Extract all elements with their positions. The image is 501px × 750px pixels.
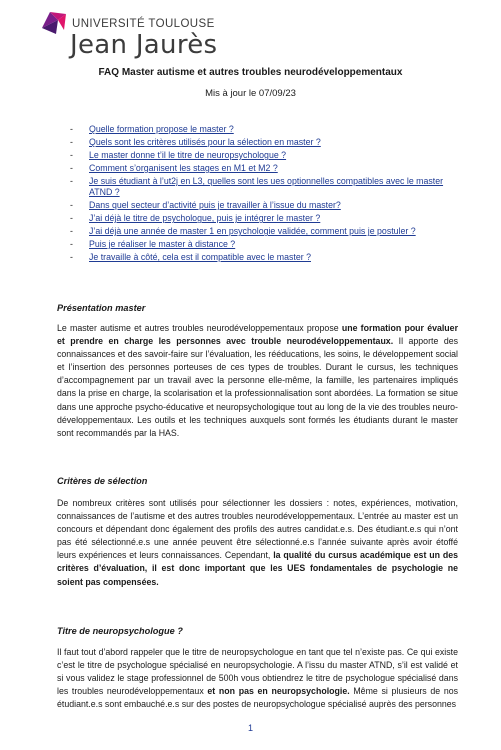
section-heading-presentation: Présentation master: [57, 303, 146, 313]
section-heading-criteres: Critères de sélection: [57, 476, 148, 486]
section-body-presentation: Le master autisme et autres troubles neurodéveloppementaux propose une formation pour évaluer et prendre en charge les personnes avec trouble neurodéveloppementaux. Il apporte des connaissances et des savoir-faire sur l’évaluation, les rééducations, les soins, le développement social et l’insertion des personnes porteuses de ces types de troubles. Durant le cursus, les techniques d’accompagnement par un travail avec la personne elle-même, la famille, les partenaires impliqués dans la prise en charge, la scolarisation et la professionnalisation sont abordées. La formation se situe dans une approche psycho-éducative et neuropsychologique tout au long de la vie des troubles neuro-développementaux. Les outils et les techniques auxquels sont formés les étudiants durant le master sont recommandés par la HAS.: [57, 323, 458, 438]
university-logo: [38, 10, 218, 66]
faq-table-of-contents: [70, 124, 460, 265]
toc-item: - Puis je réaliser le master à distance ?: [70, 239, 236, 250]
toc-link-stages[interactable]: Comment s’organisent les stages en M1 et M2 ?: [89, 163, 278, 173]
toc-item: - Quelle formation propose le master ?: [70, 124, 234, 134]
toc-link-master1[interactable]: J’ai déjà une année de master 1 en psychologie validée, comment puis je postuler ?: [89, 226, 416, 237]
toc-link-ues-optionnelles[interactable]: Je suis étudiant à l’ut2j en L3, quelles sont les ues optionnelles compatibles avec le master ATND ?: [89, 176, 444, 198]
toc-item: - J’ai déjà le titre de psychologue, puis je intégrer le master ?: [70, 213, 321, 224]
toc-link-secteur[interactable]: Dans quel secteur d’activité puis je travailler à l’issue du master?: [89, 200, 341, 211]
toc-link-criteres[interactable]: Quels sont les critères utilisés pour la sélection en master ?: [89, 137, 321, 147]
toc-item: - Dans quel secteur d’activité puis je travailler à l’issue du master?: [70, 200, 341, 211]
section-body-titre: Il faut tout d’abord rappeler que le titre de neuropsychologue en tant que tel n’existe pas. Ce qui existe c’est le titre de psychologue spécialisé en neuropsychologie. A l’issu du master ATND, s’il est validé et si vous validez le stage professionnel de 500h vous obtiendrez le titre de psychologue spécialisé dans les troubles neurodéveloppementaux et non pas en neuropsychologie. Même si plusieurs de nos étudiant.e.s sont embauché.e.s sur des postes de neuropsychologue spécialisé auprès des personnes: [57, 647, 458, 710]
toc-item: - Quels sont les critères utilisés pour la sélection en master ?: [70, 137, 321, 147]
toc-item: - Le master donne t’il le titre de neuropsychologue ?: [70, 150, 287, 160]
toc-item: - Je suis étudiant à l’ut2j en L3, quelles sont les ues optionnelles compatibles avec le master ATND ?: [70, 176, 444, 198]
toc-item: - J’ai déjà une année de master 1 en psychologie validée, comment puis je postuler ?: [70, 226, 416, 237]
document-title: FAQ Master autisme et autres troubles neurodéveloppementaux: [98, 67, 403, 78]
section-body-criteres: De nombreux critères sont utilisés pour sélectionner les dossiers : notes, expériences, motivation, connaissances de l’autisme et des autres troubles neurodéveloppementaux. L’entrée au master est un concours et dépendant donc également des profils des autres candidat.e.s. Des étudiant.e.s qui n’ont pas été sélectionné.e.s une année peuvent être sélectionné.e.s l’année suivante après avoir étoffé leurs expériences et leurs connaissances. Cependant, la qualité du cursus académique est un des critères d’évaluation, il est donc important que les UES fondamentales de psychologie ne soient pas compensées.: [57, 498, 459, 587]
toc-link-distance[interactable]: Puis je réaliser le master à distance ?: [89, 239, 236, 250]
logo-university-text: UNIVERSITÉ TOULOUSE: [72, 18, 215, 30]
logo-mark-icon: [38, 10, 70, 46]
toc-link-titre[interactable]: Le master donne t’il le titre de neuropsychologue ?: [89, 150, 287, 160]
toc-link-psychologue[interactable]: J’ai déjà le titre de psychologue, puis je intégrer le master ?: [89, 213, 321, 224]
toc-link-formation[interactable]: Quelle formation propose le master ?: [89, 124, 234, 134]
logo-name-text: Jean Jaurès: [70, 30, 218, 60]
update-date: Mis à jour le 07/09/23: [205, 88, 296, 99]
section-heading-titre: Titre de neuropsychologue ?: [57, 626, 183, 636]
page-number: 1: [247, 723, 253, 733]
toc-link-travail[interactable]: Je travaille à côté, cela est il compatible avec le master ?: [89, 252, 311, 263]
toc-item: - Je travaille à côté, cela est il compatible avec le master ?: [70, 252, 311, 263]
toc-item: - Comment s’organisent les stages en M1 et M2 ?: [70, 163, 278, 173]
